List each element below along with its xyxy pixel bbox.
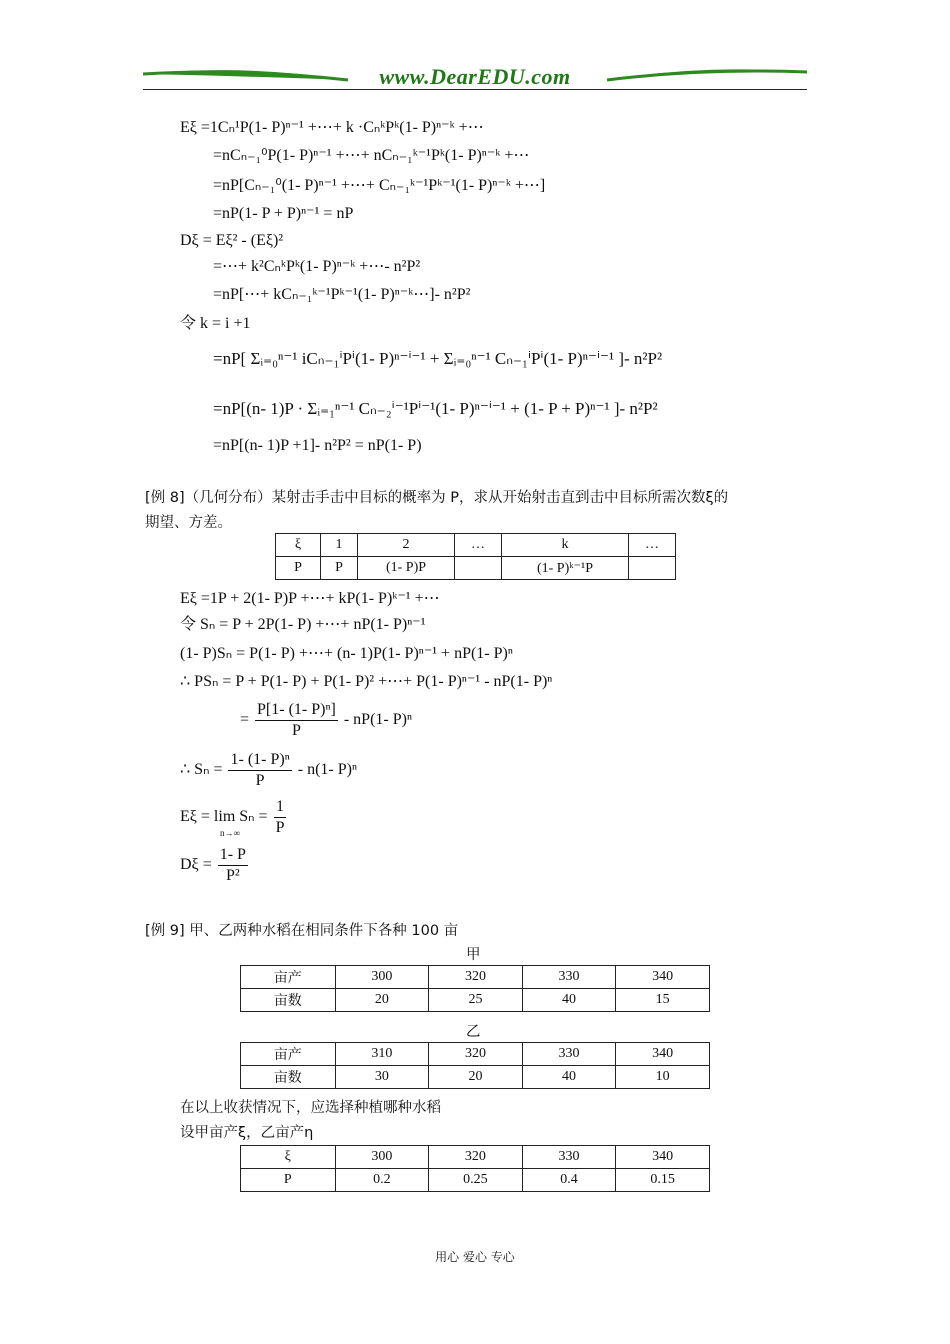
ex8-difference: ∴ PSₙ = P + P(1- P) + P(1- P)² +⋯+ P(1- P)ⁿ⁻¹ - nP(1- P)ⁿ (180, 673, 553, 690)
table-cell: 15 (616, 989, 710, 1012)
example-8-title: [例 8]（几何分布）某射击手击中目标的概率为 P，求从开始射击直到击中目标所需次数ξ的 (145, 490, 729, 506)
table-cell: 亩产 (241, 966, 336, 989)
geometric-distribution-table (275, 533, 676, 580)
table-cell: P (321, 557, 358, 580)
table-cell: 亩产 (241, 1043, 336, 1066)
table-cell: 亩数 (241, 989, 336, 1012)
eq-expectation-line-3: =nP[Cₙ₋₁⁰(1- P)ⁿ⁻¹ +⋯+ Cₙ₋₁ᵏ⁻¹Pᵏ⁻¹(1- P)ⁿ⁻ᵏ +⋯] (213, 177, 546, 194)
table-cell: 320 (429, 1146, 523, 1169)
fraction (218, 845, 248, 886)
table-cell: 300 (335, 1146, 429, 1169)
table-cell: 300 (335, 966, 429, 989)
table-cell: ξ (241, 1146, 336, 1169)
fraction-numerator: P[1- (1- P)ⁿ] (255, 700, 338, 721)
table-cell: 0.25 (429, 1169, 523, 1192)
fraction-denominator: P (255, 772, 265, 789)
table-cell: 40 (522, 989, 616, 1012)
table-row (241, 1146, 710, 1169)
table-cell: 340 (616, 1043, 710, 1066)
table-yi-label: 乙 (466, 1024, 481, 1040)
table-cell: 0.4 (522, 1169, 616, 1192)
table-cell: k (502, 534, 629, 557)
example-9-question: 在以上收获情况下，应选择种植哪种水稻 (180, 1100, 441, 1116)
ex8-limit-expectation (180, 797, 288, 838)
eq-variance-line-4: =nP[ Σᵢ₌₀ⁿ⁻¹ iCₙ₋₁ⁱPⁱ(1- P)ⁿ⁻ⁱ⁻¹ + Σᵢ₌₀ⁿ⁻¹ Cₙ₋₁ⁱPⁱ(1- P)ⁿ⁻ⁱ⁻¹ ]- n²P² (213, 349, 663, 368)
fraction-denominator: P (275, 819, 285, 836)
table-cell: 320 (429, 1043, 523, 1066)
table-cell: 25 (429, 989, 523, 1012)
table-cell: 亩数 (241, 1066, 336, 1089)
table-jia (240, 965, 710, 1012)
table-row (276, 534, 676, 557)
table-cell: 310 (335, 1043, 429, 1066)
ex8-variance (180, 845, 250, 886)
header-rule (143, 89, 807, 90)
table-cell: 330 (522, 966, 616, 989)
fraction-denominator: P (291, 722, 301, 739)
table-cell: … (455, 534, 502, 557)
table-cell: 330 (522, 1043, 616, 1066)
fraction (255, 700, 338, 741)
eq-expectation-line-2: =nCₙ₋₁⁰P(1- P)ⁿ⁻¹ +⋯+ nCₙ₋₁ᵏ⁻¹Pᵏ(1- P)ⁿ⁻ᵏ +⋯ (213, 147, 530, 164)
table-jia-distribution (240, 1145, 710, 1192)
fraction (228, 750, 291, 791)
eq-expectation-line-4: =nP(1- P + P)ⁿ⁻¹ = nP (213, 205, 354, 222)
table-cell: 0.15 (616, 1169, 710, 1192)
ex8-sn-result (180, 750, 357, 791)
table-row (241, 966, 710, 989)
limit-head: Eξ = lim Sₙ = (180, 808, 268, 826)
fraction-tail: - n(1- P)ⁿ (297, 761, 357, 779)
eq-substitution: 令 k = i +1 (180, 315, 251, 332)
table-cell: 320 (429, 966, 523, 989)
table-cell: 2 (358, 534, 455, 557)
table-row (241, 1169, 710, 1192)
fraction-numerator: 1 (274, 797, 287, 818)
example-9-title: [例 9] 甲、乙两种水稻在相同条件下各种 100 亩 (145, 923, 459, 939)
ex8-expectation: Eξ =1P + 2(1- P)P +⋯+ kP(1- P)ᵏ⁻¹ +⋯ (180, 590, 440, 607)
table-cell: P (241, 1169, 336, 1192)
table-cell: 0.2 (335, 1169, 429, 1192)
fraction-denominator: P² (225, 867, 240, 884)
eq-variance-line-5: =nP[(n- 1)P · Σᵢ₌₁ⁿ⁻¹ Cₙ₋₂ⁱ⁻¹Pⁱ⁻¹(1- P)ⁿ⁻ⁱ⁻¹ + (1- P + P)ⁿ⁻¹ ]- n²P² (213, 399, 658, 418)
table-cell: (1- P)ᵏ⁻¹P (502, 557, 629, 580)
table-cell: (1- P)P (358, 557, 455, 580)
eq-variance-line-1: Dξ = Eξ² - (Eξ)² (180, 232, 284, 249)
fraction (274, 797, 287, 838)
ex8-shifted-sum: (1- P)Sₙ = P(1- P) +⋯+ (n- 1)P(1- P)ⁿ⁻¹ + nP(1- P)ⁿ (180, 645, 513, 662)
sn-head: ∴ Sₙ = (180, 761, 223, 779)
table-cell: 40 (522, 1066, 616, 1089)
example-8-title-cont: 期望、方差。 (145, 515, 232, 531)
table-cell: 30 (335, 1066, 429, 1089)
table-cell: 20 (335, 989, 429, 1012)
fraction-numerator: 1- P (218, 845, 248, 866)
example-9-setup: 设甲亩产ξ，乙亩产η (180, 1125, 314, 1141)
site-brand[interactable]: www.DearEDU.com (379, 64, 571, 89)
table-yi (240, 1042, 710, 1089)
variance-head: Dξ = (180, 856, 212, 874)
eq-expectation-line-1: Eξ =1Cₙ¹P(1- P)ⁿ⁻¹ +⋯+ k ·CₙᵏPᵏ(1- P)ⁿ⁻ᵏ +⋯ (180, 119, 484, 136)
eq-variance-line-3: =nP[⋯+ kCₙ₋₁ᵏ⁻¹Pᵏ⁻¹(1- P)ⁿ⁻ᵏ⋯]- n²P² (213, 286, 471, 303)
limit-subscript: n→∞ (220, 828, 240, 838)
table-row (241, 1043, 710, 1066)
ex8-fraction-line: = $\frac{\text{P[1- (1- P)ⁿ]}}{P}$ - nP(1- P)ⁿ (240, 701, 412, 739)
table-cell: … (629, 534, 676, 557)
ex8-sn-definition: 令 Sₙ = P + 2P(1- P) +⋯+ nP(1- P)ⁿ⁻¹ (180, 616, 426, 633)
table-cell (455, 557, 502, 580)
table-cell: 330 (522, 1146, 616, 1169)
table-cell: 20 (429, 1066, 523, 1089)
page-footer: 用心 爱心 专心 (435, 1250, 515, 1264)
table-cell: 10 (616, 1066, 710, 1089)
fraction-numerator: 1- (1- P)ⁿ (228, 750, 291, 771)
table-cell (629, 557, 676, 580)
table-jia-label: 甲 (466, 947, 481, 963)
table-row (241, 989, 710, 1012)
table-cell: 1 (321, 534, 358, 557)
table-cell: P (276, 557, 321, 580)
table-row (241, 1066, 710, 1089)
fraction-tail: - nP(1- P)ⁿ (343, 711, 412, 729)
table-row (276, 557, 676, 580)
table-cell: 340 (616, 1146, 710, 1169)
eq-variance-result: =nP[(n- 1)P +1]- n²P² = nP(1- P) (213, 437, 422, 454)
table-cell: 340 (616, 966, 710, 989)
table-cell: ξ (276, 534, 321, 557)
eq-variance-line-2: =⋯+ k²CₙᵏPᵏ(1- P)ⁿ⁻ᵏ +⋯- n²P² (213, 258, 421, 275)
